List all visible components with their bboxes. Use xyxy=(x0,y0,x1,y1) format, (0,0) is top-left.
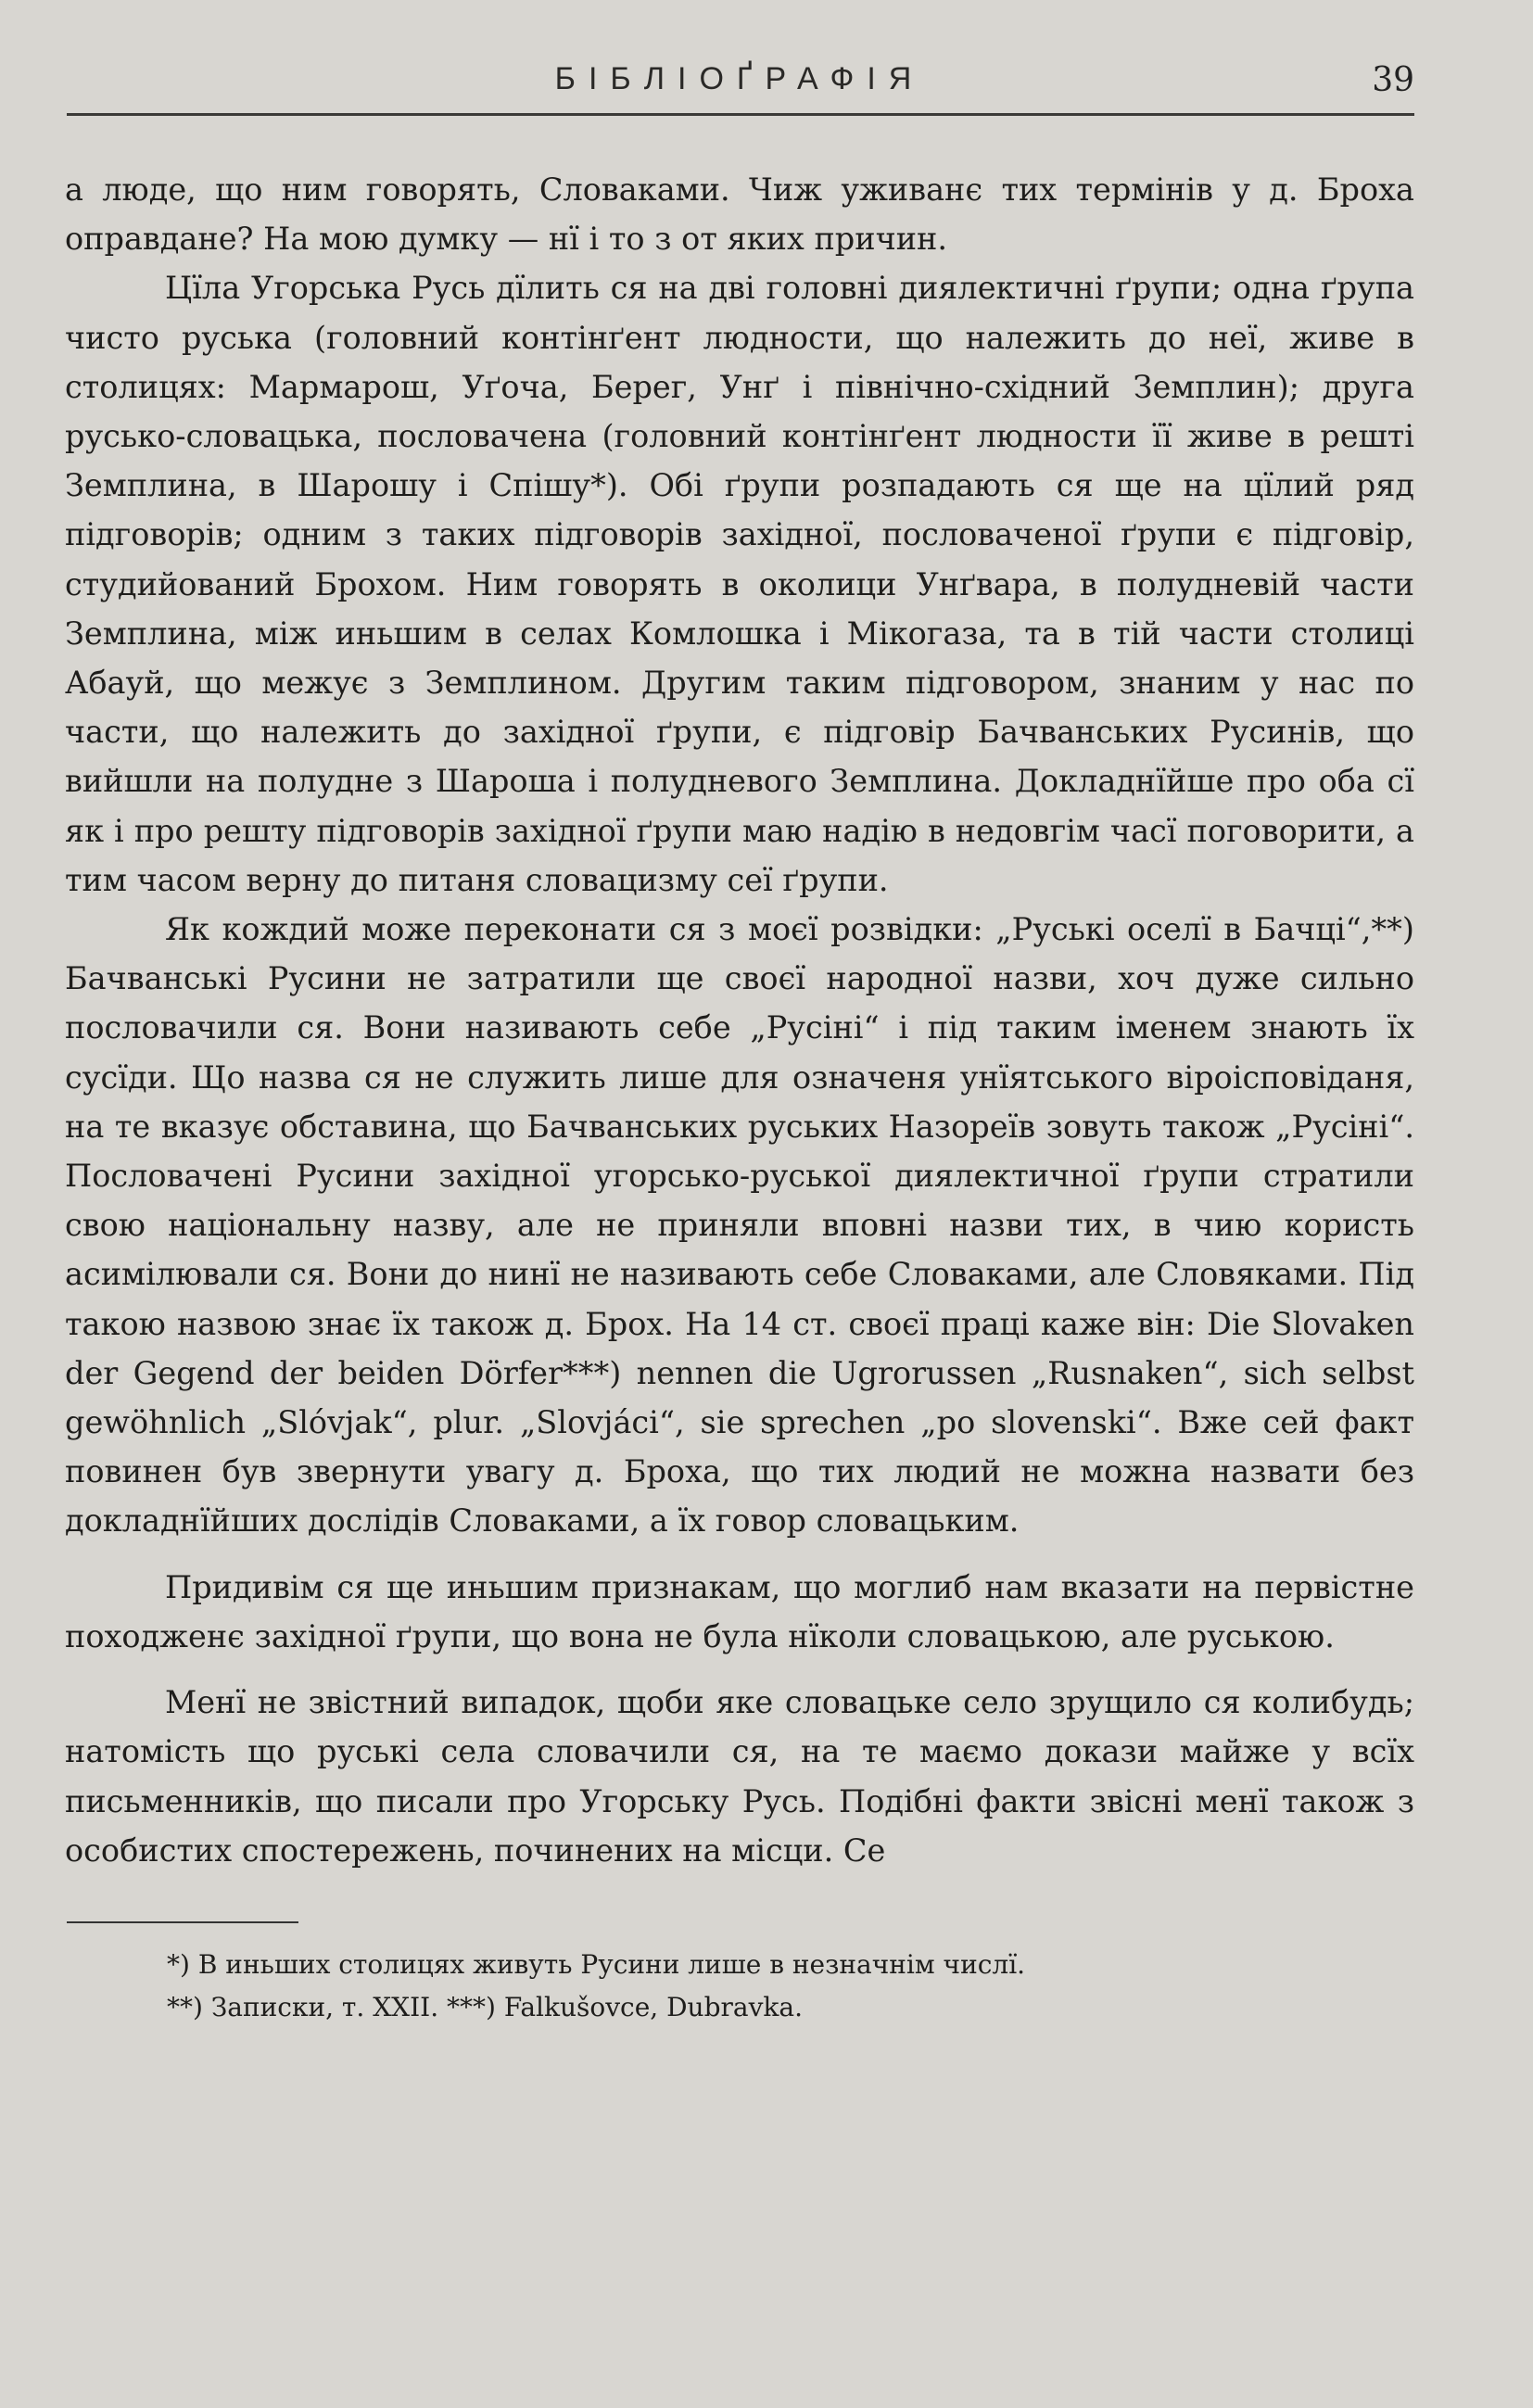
paragraph: Придивім ся ще иньшим признакам, що моглиб нам вказати на первістне походженє західної ґрупи, що вона не була нїколи словацькою, але руською. xyxy=(65,1568,1414,1654)
paragraph: Менї не звістний випадок, щоби яке словацьке село зрущило ся колибудь; натомість що руські села словачили ся, на те маємо докази майже у всїх письменників, що писали про Угорську Русь. Подібні факти звісні менї також з особистих спостережень, починених на місци. Се xyxy=(65,1684,1414,1869)
footnote-rule xyxy=(67,1921,298,1923)
footnote: *) В иньших столицях живуть Русини лише в незначнім числї. xyxy=(167,1948,1026,1980)
page-number: 39 xyxy=(1372,61,1414,99)
running-title: БІБЛІОҐРАФІЯ xyxy=(554,61,925,96)
header-rule xyxy=(67,113,1414,116)
paragraph: Як кождий може переконати ся з моєї розвідки: „Руські оселї в Бачці“,**) Бачванські Русини не затратили ще своєї народної назви, хоч дуже сильно пословачили ся. Вони називають себе „Русіні“ і під таким іменем знають їх сусїди. Що назва ся не служить лише для означеня унїятського віроісповіданя, на те вказує обставина, що Бачванських руських Назореїв зовуть також „Русіні“. Пословачені Русини західної угорсько-руської диялектичної ґрупи стратили свою національну назву, але не приняли вповні назви тих, в чию користь асимілювали ся. Вони до нинї не називають себе Словаками, але Словяками. Під такою назвою знає їх також д. Брох. На 14 ст. своєї праці каже він: Die Slovaken der Gegend der beiden Dörfer***) nennen die Ugrorussen „Rusnaken“, sich selbst gewöhnlich „Slóvjak“, plur. „Slovjáci“, sie sprechen „po slovenski“. Вже сей факт повинен був звернути увагу д. Броха, що тих людий не можна назвати без докладнїйших дослідів Словаками, а їх говор словацьким. xyxy=(65,911,1414,1540)
footnotes xyxy=(65,1944,1414,2029)
page-header xyxy=(65,54,1414,109)
paragraph: Цїла Угорська Русь дїлить ся на дві головні диялектичні ґрупи; одна ґрупа чисто руська (головний контінґент людности, що належить до неї, живе в столицях: Мармарош, Уґоча, Берег, Унґ і північно-східний Земплин); друга русько-словацька, пословачена (головний контінґент людности її живе в решті Земплина, в Шарошу і Спішу*). Обі ґрупи розпадають ся ще на цїлий ряд підговорів; одним з таких підговорів західної, пословаченої ґрупи є підговір, студийований Брохом. Ним говорять в околици Унґвара, в полудневій части Земплина, між иньшим в селах Комлошка і Мікогаза, та в тій части столиці Абауй, що межує з Земплином. Другим таким підговором, знаним у нас по части, що належить до західної ґрупи, є підговір Бачванських Русинів, що вийшли на полудне з Шароша і полудневого Земплина. Докладнїйше про оба сї як і про решту підговорів західної ґрупи маю надію в недовгім часї поговорити, а тим часом верну до питаня словацизму сеї ґрупи. xyxy=(65,270,1414,898)
footnote: **) Записки, т. XXII. ***) Falkušovce, Dubravka. xyxy=(167,1991,803,2022)
body-text xyxy=(65,165,1414,1875)
paragraph-continued: а люде, що ним говорять, Словаками. Чиж уживанє тих термінів у д. Броха оправдане? На мою думку — нї і то з от яких причин. xyxy=(65,171,1414,258)
